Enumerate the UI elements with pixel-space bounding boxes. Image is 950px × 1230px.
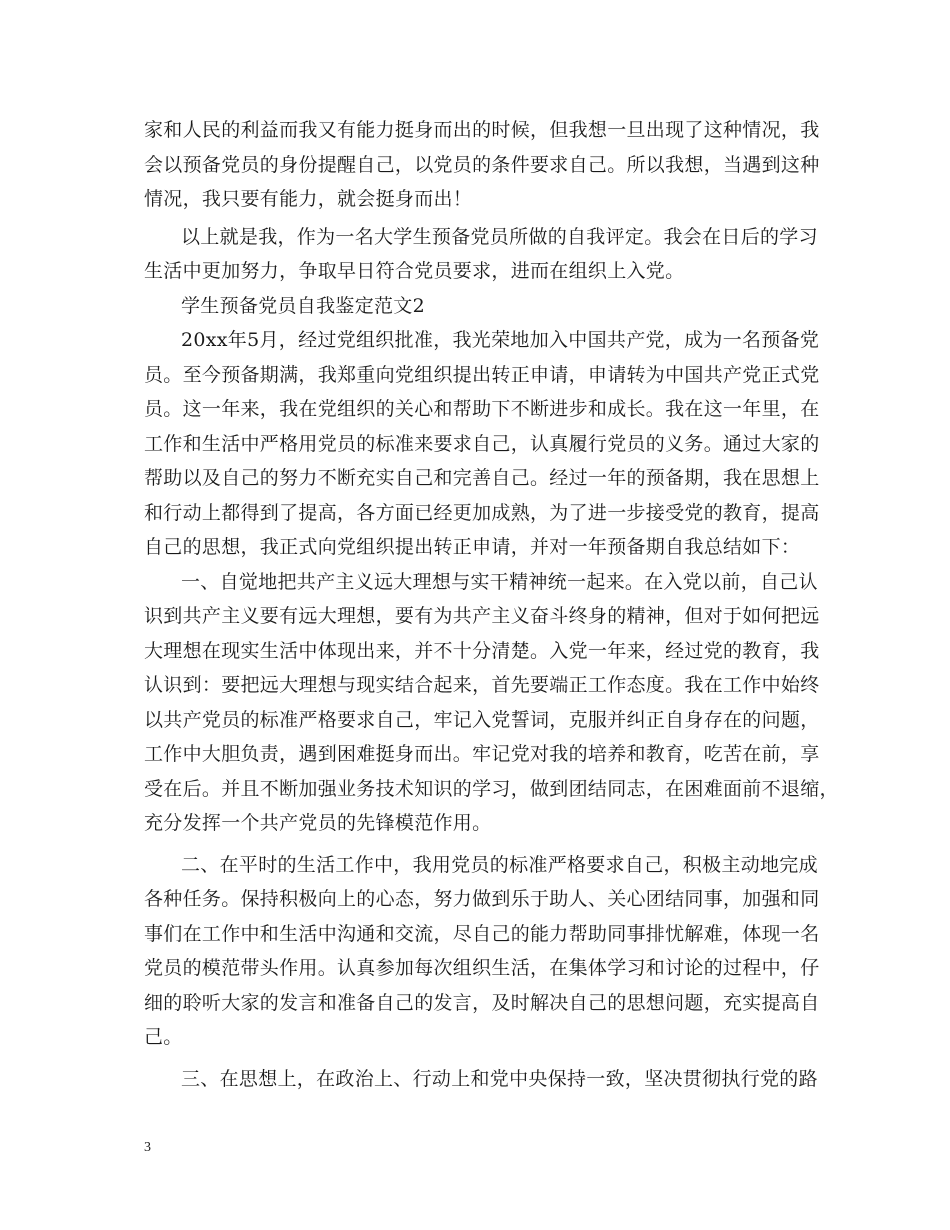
section-heading (144, 289, 808, 324)
text-line: 三、在思想上，在政治上、行动上和党中央保持一致，坚决贯彻执行党的路 (181, 1067, 818, 1090)
text-line: 以共产党员的标准严格要求自己，牢记入党誓词，克服并纠正自身存在的问题， (144, 708, 820, 731)
text-line: 和行动上都得到了提高，各方面已经更加成熟，为了进一步接受党的教育，提高 (144, 501, 820, 524)
text-line: 受在后。并且不断加强业务技术知识的学习，做到团结同志，在困难面前不退缩， (144, 777, 839, 800)
text-line: 充分发挥一个共产党员的先锋模范作用。 (144, 812, 492, 834)
text-line: 员。至今预备期满，我郑重向党组织提出转正申请，申请转为中国共产党正式党 (144, 363, 820, 386)
text-line: 员。这一年来，我在党组织的关心和帮助下不断进步和成长。我在这一年里，在 (144, 398, 820, 420)
text-line: 工作中大胆负责，遇到困难挺身而出。牢记党对我的培养和教育，吃苦在前，享 (144, 743, 820, 765)
text-line: 情况，我只要有能力，就会挺身而出！ (144, 188, 473, 210)
text-line: 生活中更加努力，争取早日符合党员要求，进而在组织上入党。 (144, 260, 685, 282)
text-line: 识到共产主义要有远大理想，要有为共产主义奋斗终身的精神，但对于如何把远 (144, 605, 820, 627)
text-line: 以上就是我，作为一名大学生预备党员所做的自我评定。我会在日后的学习 (181, 225, 818, 248)
text-line: 家和人民的利益而我又有能力挺身而出的时候，但我想一旦出现了这种情况，我 (144, 119, 820, 141)
text-line: 党员的模范带头作用。认真参加每次组织生活，在集体学习和讨论的过程中，仔 (144, 957, 820, 979)
text-line: 20xx年5月，经过党组织批准，我光荣地加入中国共产党，成为一名预备党 (181, 329, 820, 351)
text-line: 己。 (144, 1026, 183, 1048)
document-body (144, 113, 839, 1096)
text-line: 细的聆听大家的发言和准备自己的发言，及时解决自己的思想问题，充实提高自 (144, 991, 820, 1014)
text-line: 一、自觉地把共产主义远大理想与实干精神统一起来。在入党以前，自己认 (181, 570, 818, 593)
page-number: 3 (144, 1140, 151, 1155)
text-line: 会以预备党员的身份提醒自己，以党员的条件要求自己。所以我想，当遇到这种 (144, 153, 820, 176)
paragraph (144, 323, 820, 565)
text-line: 工作和生活中严格用党员的标准来要求自己，认真履行党员的义务。通过大家的 (144, 432, 820, 455)
text-line: 事们在工作中和生活中沟通和交流，尽自己的能力帮助同事排忧解难，体现一名 (144, 922, 820, 945)
paragraph (144, 565, 839, 841)
paragraph (144, 1062, 818, 1097)
paragraph (144, 113, 820, 217)
heading-text: 学生预备党员自我鉴定范文2 (181, 294, 425, 317)
text-line: 帮助以及自己的努力不断充实自己和完善自己。经过一年的预备期，我在思想上 (144, 467, 820, 489)
text-line: 自己的思想，我正式向党组织提出转正申请，并对一年预备期自我总结如下： (144, 536, 801, 558)
text-line: 认识到：要把远大理想与现实结合起来，首先要端正工作态度。我在工作中始终 (144, 674, 820, 696)
text-line: 大理想在现实生活中体现出来，并不十分清楚。入党一年来，经过党的教育，我 (144, 639, 820, 662)
text-line: 各种任务。保持积极向上的心态，努力做到乐于助人、关心团结同事，加强和同 (144, 888, 820, 910)
paragraph (144, 220, 818, 289)
paragraph (144, 848, 820, 1055)
text-line: 二、在平时的生活工作中，我用党员的标准严格要求自己，积极主动地完成 (181, 853, 818, 876)
